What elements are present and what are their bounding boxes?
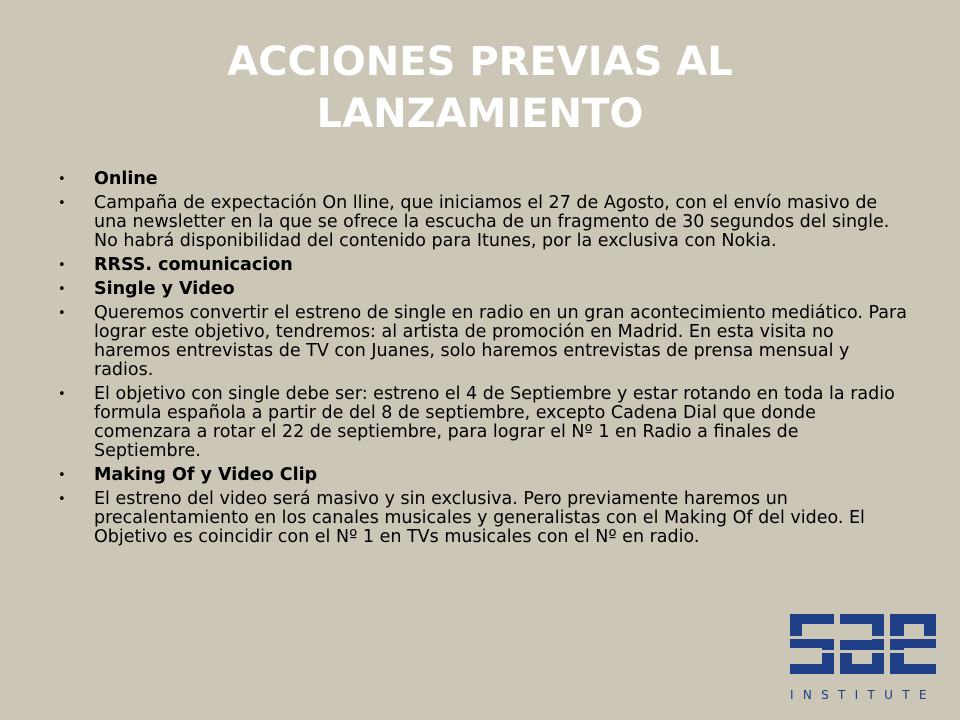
- bullet-text: Campaña de expectación On lline, que iniciamos el 27 de Agosto, con el envío masivo de una newsletter en la que se ofrece la escucha de un fragmento de 30 segundos del single. No habrá disponibilidad del contenido para Itunes, por la exclusiva con Nokia.: [94, 193, 890, 251]
- bullet-item-rrss: [58, 256, 908, 275]
- bullet-text: Online: [94, 169, 158, 189]
- bullet-dot-icon: •: [58, 306, 66, 321]
- bullet-dot-icon: •: [58, 196, 66, 211]
- bullet-text: RRSS. comunicacion: [94, 255, 293, 275]
- bullet-dot-icon: •: [58, 387, 66, 402]
- bullet-dot-icon: •: [58, 258, 66, 273]
- bullet-item-video-premiere: [58, 490, 908, 547]
- bullet-list: [58, 170, 908, 552]
- bullet-item-radio-event: [58, 304, 908, 380]
- bullet-item-making-of: [58, 466, 908, 485]
- bullet-text: El objetivo con single debe ser: estreno el 4 de Septiembre y estar rotando en toda la radio formula española a partir de del 8 de septiembre, excepto Cadena Dial que donde comenzara a rotar el 22 de septiembre, para lograr el Nº 1 en Radio a finales de Septiembre.: [94, 384, 895, 461]
- bullet-text: Single y Video: [94, 279, 235, 299]
- bullet-text: El estreno del video será masivo y sin exclusiva. Pero previamente haremos un precalentamiento en los canales musicales y generalistas con el Making Of del video. El Objetivo es coincidir con el Nº 1 en TVs musicales con el Nº en radio.: [94, 489, 865, 547]
- bullet-text: Queremos convertir el estreno de single en radio en un gran acontecimiento mediático. Para lograr este objetivo, tendremos: al artista de promoción en Madrid. En esta visita no haremos entrevistas de TV con Juanes, solo haremos entrevistas de prensa mensual y radios.: [94, 303, 907, 380]
- bullet-text: Making Of y Video Clip: [94, 465, 318, 485]
- slide-title: [80, 36, 880, 140]
- bullet-item-campaign: [58, 194, 908, 251]
- bullet-dot-icon: •: [58, 172, 66, 187]
- logo-caption: INSTITUTE: [790, 688, 936, 702]
- bullet-dot-icon: •: [58, 468, 66, 483]
- bullet-item-single-video: [58, 280, 908, 299]
- bullet-item-single-objective: [58, 385, 908, 461]
- bullet-item-online: [58, 170, 908, 189]
- bullet-dot-icon: •: [58, 492, 66, 507]
- bullet-dot-icon: •: [58, 282, 66, 297]
- slide-title-line-1: ACCIONES PREVIAS AL: [227, 39, 733, 85]
- slide-title-line-2: LANZAMIENTO: [316, 91, 644, 137]
